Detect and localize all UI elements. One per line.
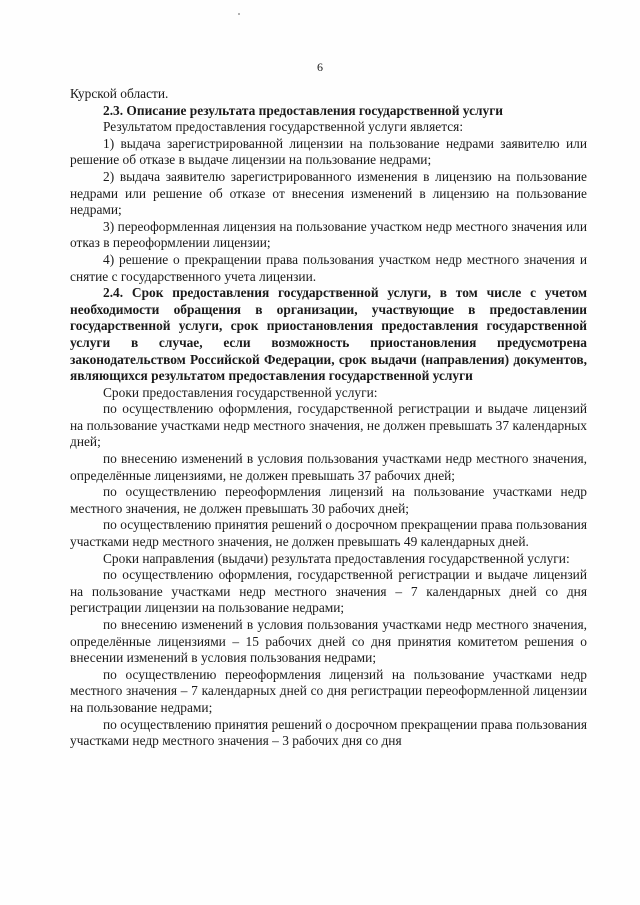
list-item: 3) переоформленная лицензия на пользование участком недр местного значения или отказ в переоформлении лицензии; — [70, 218, 587, 251]
list-item: 1) выдача зарегистрированной лицензии на пользование недрами заявителю или решение об отказе в выдаче лицензии на пользование недрами; — [70, 135, 587, 168]
section-heading: 2.3. Описание результата предоставления государственной услуги — [103, 102, 504, 118]
page-number: 6 — [317, 60, 323, 74]
paragraph: Результатом предоставления государственной услуги является: — [103, 119, 464, 135]
paragraph: по осуществлению принятия решений о досрочном прекращении права пользования участками недр местного значения, не должен превышать 49 календарных дней. — [70, 517, 587, 550]
document-body — [70, 86, 587, 750]
paragraph: Сроки предоставления государственной услуги: — [103, 384, 378, 400]
paragraph: по осуществлению оформления, государственной регистрации и выдаче лицензий на пользование участками недр местного значения – 7 календарных дней со дня регистрации лицензии на пользование недрами; — [70, 567, 587, 616]
paragraph: по осуществлению оформления, государственной регистрации и выдаче лицензий на пользование участками недр местного значения, не должен превышать 37 календарных дней; — [70, 401, 587, 450]
paragraph: по осуществлению переоформления лицензий на пользование участками недр местного значения, не должен превышать 30 рабочих дней; — [70, 484, 587, 516]
list-item: 2) выдача заявителю зарегистрированного изменения в лицензию на пользование недрами или решение об отказе от внесения изменений в лицензию на пользование недрами; — [70, 168, 587, 218]
paragraph: по осуществлению переоформления лицензий на пользование участками недр местного значения – 7 календарных дней со дня регистрации переоформленной лицензии на пользование недрами; — [70, 666, 587, 715]
paragraph: по осуществлению принятия решений о досрочном прекращении права пользования участками недр местного значения – 3 рабочих дня со дня — [70, 716, 587, 749]
section-heading: 2.4. Срок предоставления государственной услуги, в том числе с учетом необходимости обращения в организации, участвующие в предоставлении государственной услуги, срок приостановления предоставления государственной услуги в случае, если возможность приостановления предусмотрена законодательством Российской Федерации, срок выдачи (направления) документов, являющихся результатом предоставления государственной услуги — [70, 285, 587, 384]
paragraph: Сроки направления (выдачи) результата предоставления государственной услуги: — [103, 550, 570, 566]
paragraph: по внесению изменений в условия пользования участками недр местного значения, определённые лицензиями – 15 рабочих дней со дня принятия комитетом решения о внесении изменений в условия пользования недрами; — [70, 617, 587, 666]
paragraph: по внесению изменений в условия пользования участками недр местного значения, определённые лицензиями, не должен превышать 37 рабочих дней; — [70, 451, 587, 483]
list-item: 4) решение о прекращении права пользования участком недр местного значения и снятие с государственного учета лицензии. — [70, 251, 587, 284]
scan-artifact — [238, 13, 240, 15]
paragraph: Курской области. — [70, 86, 169, 101]
